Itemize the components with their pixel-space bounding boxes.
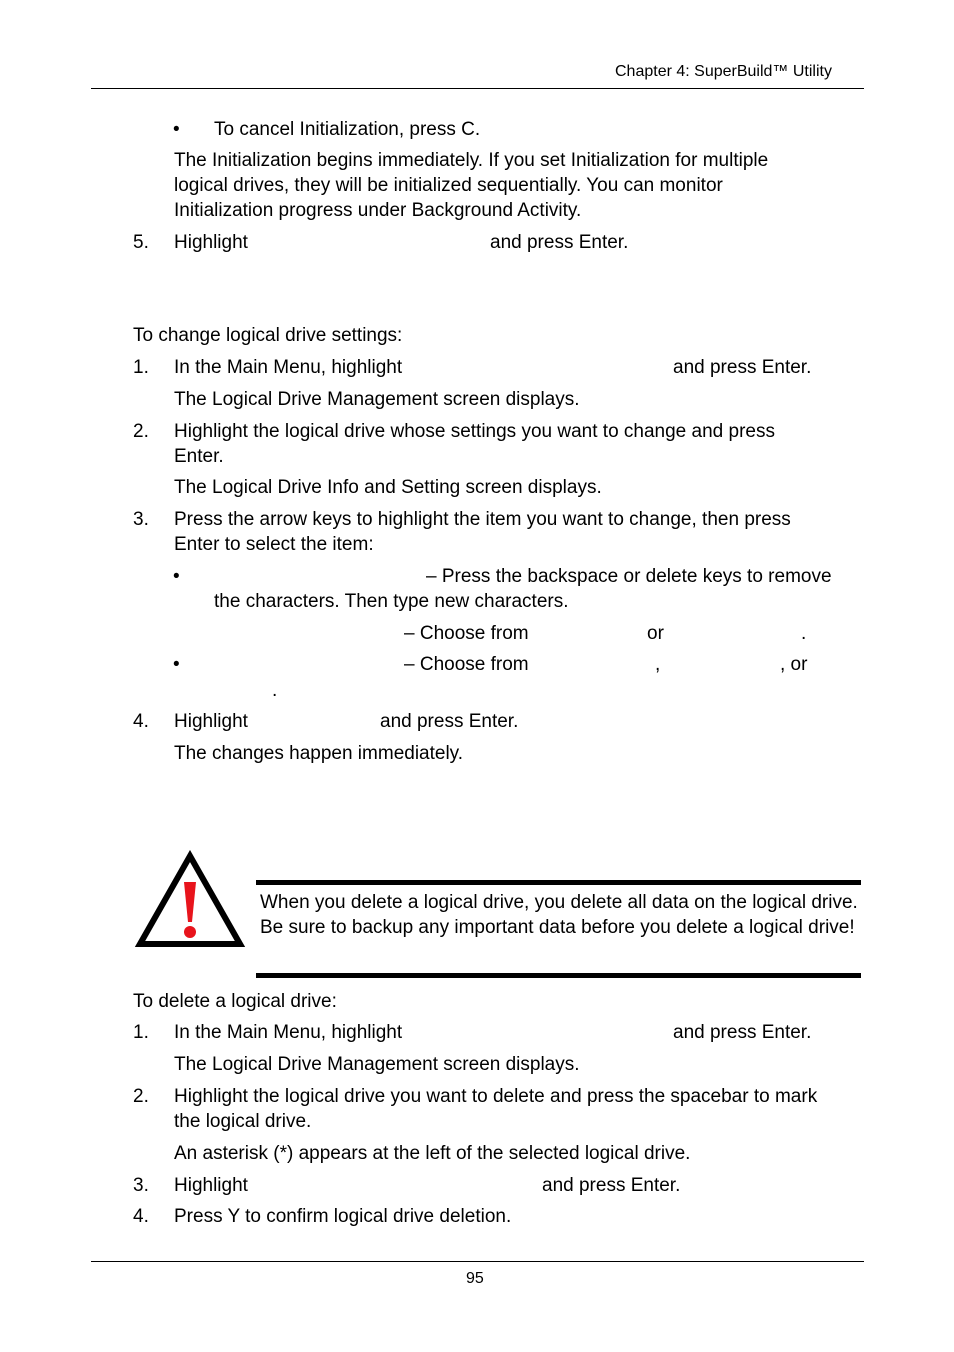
- footer-rule: [91, 1261, 864, 1262]
- step-text: and press Enter.: [673, 357, 812, 378]
- step-text: Highlight: [174, 232, 248, 253]
- step-text: Enter.: [174, 446, 224, 467]
- bullet-text: .: [272, 680, 278, 701]
- step-text: and press Enter.: [673, 1022, 812, 1043]
- step-text: and press Enter.: [542, 1175, 681, 1196]
- warning-icon: [134, 850, 246, 950]
- bullet-mark: •: [173, 566, 180, 587]
- warning-rule-bottom: [256, 973, 861, 978]
- page-number: 95: [466, 1270, 484, 1287]
- step-text: Highlight the logical drive you want to delete and press the spacebar to mark: [174, 1086, 818, 1107]
- step-note: The changes happen immediately.: [174, 743, 464, 764]
- step-number: 2.: [133, 1086, 149, 1107]
- step-note: The Logical Drive Management screen displays.: [174, 1054, 580, 1075]
- change-intro: To change logical drive settings:: [133, 325, 403, 346]
- step-text: and press Enter.: [380, 711, 519, 732]
- step-number: 4.: [133, 1206, 149, 1227]
- step-text: the logical drive.: [174, 1111, 312, 1132]
- bullet-text: – Press the backspace or delete keys to remove: [426, 566, 832, 587]
- bullet-text: , or: [780, 654, 808, 675]
- bullet-text: the characters. Then type new characters.: [214, 591, 569, 612]
- step-number: 3.: [133, 1175, 149, 1196]
- running-header: Chapter 4: SuperBuild™ Utility: [615, 63, 832, 80]
- bullet-text: ,: [655, 654, 661, 675]
- step-text: Press the arrow keys to highlight the item you want to change, then press: [174, 509, 791, 530]
- step-number: 4.: [133, 711, 149, 732]
- step-text: Highlight the logical drive whose settings you want to change and press: [174, 421, 775, 442]
- bullet-mark: •: [173, 654, 180, 675]
- step-text: In the Main Menu, highlight: [174, 1022, 403, 1043]
- init-paragraph-line-3: Initialization progress under Background Activity.: [174, 200, 582, 221]
- step-text: In the Main Menu, highlight: [174, 357, 403, 378]
- bullet-text: .: [801, 623, 807, 644]
- step-number: 3.: [133, 509, 149, 530]
- step-number: 5.: [133, 232, 149, 253]
- bullet-text: or: [647, 623, 664, 644]
- step-number: 2.: [133, 421, 149, 442]
- bullet-mark: •: [173, 119, 180, 140]
- header-rule: [91, 88, 864, 89]
- step-note: An asterisk (*) appears at the left of the selected logical drive.: [174, 1143, 691, 1164]
- delete-intro: To delete a logical drive:: [133, 991, 337, 1012]
- step-number: 1.: [133, 357, 149, 378]
- step-text: Highlight: [174, 1175, 248, 1196]
- step-note: The Logical Drive Management screen displays.: [174, 389, 580, 410]
- step-text: Enter to select the item:: [174, 534, 374, 555]
- bullet-text: – Choose from: [404, 623, 529, 644]
- bullet-text: – Choose from: [404, 654, 529, 675]
- bullet-cancel-text: To cancel Initialization, press C.: [214, 119, 481, 140]
- step-number: 1.: [133, 1022, 149, 1043]
- step-note: The Logical Drive Info and Setting screen displays.: [174, 477, 602, 498]
- step-text: Highlight: [174, 711, 248, 732]
- step-text: and press Enter.: [490, 232, 629, 253]
- init-paragraph-line-1: The Initialization begins immediately. If you set Initialization for multiple: [174, 150, 769, 171]
- warning-text: When you delete a logical drive, you delete all data on the logical drive. Be sure to backup any important data before you delete a logical drive!: [260, 892, 858, 938]
- init-paragraph-line-2: logical drives, they will be initialized sequentially. You can monitor: [174, 175, 723, 196]
- step-text: Press Y to confirm logical drive deletion.: [174, 1206, 512, 1227]
- warning-rule-top: [256, 880, 861, 885]
